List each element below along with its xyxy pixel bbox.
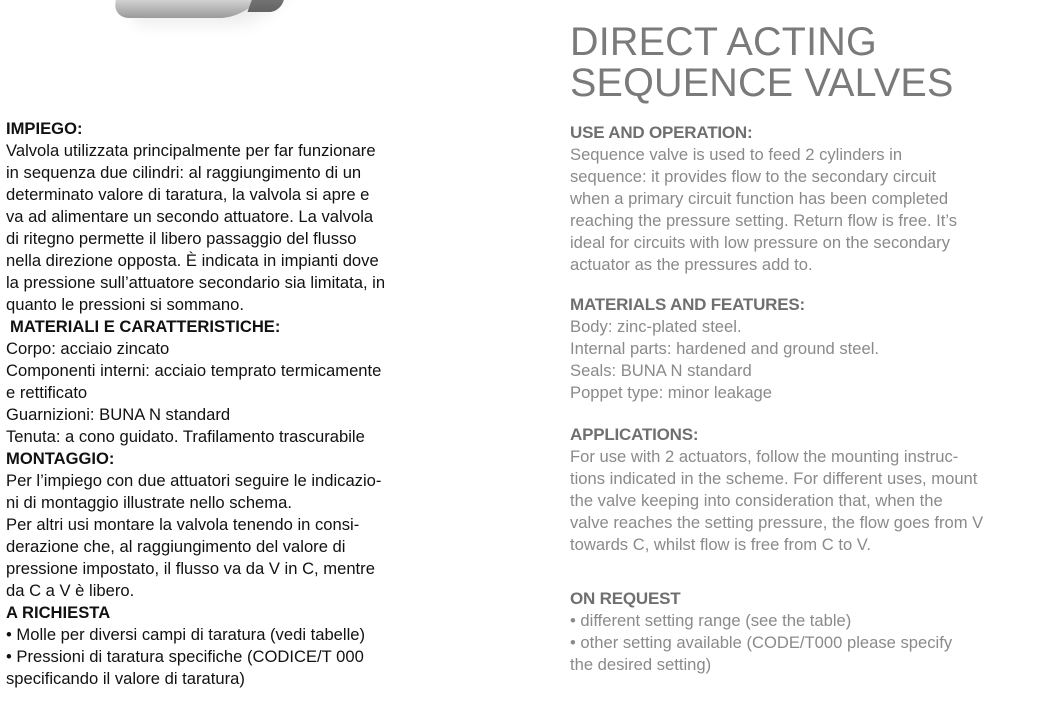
applications-line: the valve keeping into consideration that, when the: [570, 491, 943, 510]
impiego-heading: IMPIEGO:: [6, 119, 83, 138]
on-request-item: the desired setting): [570, 655, 712, 674]
materiali-line: Componenti interni: acciaio temprato termicamente: [6, 361, 382, 380]
materiali-text: [6, 338, 446, 448]
materials-line: Seals: BUNA N standard: [570, 361, 752, 380]
applications-line: For use with 2 actuators, follow the mounting instruc-: [570, 447, 959, 466]
use-operation-section: [570, 122, 1040, 276]
materiali-line: Corpo: acciaio zincato: [6, 339, 170, 358]
use-line: Sequence valve is used to feed 2 cylinders in: [570, 145, 903, 164]
impiego-line: la pressione sull’attuatore secondario sia limitata, in: [6, 273, 386, 292]
impiego-line: quanto le pressioni si sommano.: [6, 295, 244, 314]
applications-heading: APPLICATIONS:: [570, 425, 699, 444]
materiali-line: Tenuta: a cono guidato. Trafilamento trascurabile: [6, 427, 365, 446]
applications-line: valve reaches the setting pressure, the flow goes from V: [570, 513, 984, 532]
montaggio-line: Per altri usi montare la valvola tenendo in consi-: [6, 515, 360, 534]
valve-product-image: [109, 0, 276, 18]
title-line-1: DIRECT ACTING: [570, 20, 877, 64]
montaggio-line: da C a V è libero.: [6, 581, 135, 600]
richiesta-heading: A RICHIESTA: [6, 603, 111, 622]
materiali-line: Guarnizioni: BUNA N standard: [6, 405, 231, 424]
impiego-line: nella direzione opposta. È indicata in impianti dove: [6, 251, 379, 270]
on-request-list: [570, 610, 1040, 676]
use-line: actuator as the pressures add to.: [570, 255, 813, 274]
materials-line: Internal parts: hardened and ground steel.: [570, 339, 880, 358]
applications-line: tions indicated in the scheme. For different uses, mount: [570, 469, 978, 488]
montaggio-line: ni di montaggio illustrate nello schema.: [6, 493, 292, 512]
use-line: reaching the pressure setting. Return flow is free. It’s: [570, 211, 958, 230]
italian-column: [6, 118, 446, 690]
materials-features-section: [570, 294, 1040, 404]
use-operation-heading: USE AND OPERATION:: [570, 123, 753, 142]
impiego-line: determinato valore di taratura, la valvola si apre e: [6, 185, 370, 204]
materiali-line: e rettificato: [6, 383, 88, 402]
impiego-line: in sequenza due cilindri: al raggiungimento di un: [6, 163, 362, 182]
richiesta-list: [6, 624, 446, 690]
montaggio-line: pressione impostato, il flusso va da V in C, mentre: [6, 559, 375, 578]
impiego-text: [6, 140, 446, 316]
materials-features-heading: MATERIALS AND FEATURES:: [570, 295, 805, 314]
on-request-item: • different setting range (see the table): [570, 611, 852, 630]
applications-section: [570, 424, 1040, 556]
impiego-line: di ritegno permette il libero passaggio del flusso: [6, 229, 357, 248]
montaggio-heading: MONTAGGIO:: [6, 449, 115, 468]
on-request-item: • other setting available (CODE/T000 please specify: [570, 633, 953, 652]
impiego-line: Valvola utilizzata principalmente per far funzionare: [6, 141, 376, 160]
richiesta-item: specificando il valore di taratura): [6, 669, 245, 688]
richiesta-item: • Pressioni di taratura specifiche (CODICE/T 000: [6, 647, 364, 666]
on-request-heading: ON REQUEST: [570, 589, 681, 608]
use-line: sequence: it provides flow to the secondary circuit: [570, 167, 937, 186]
applications-line: towards C, whilst flow is free from C to V.: [570, 535, 871, 554]
on-request-section: [570, 588, 1040, 676]
title-line-2: SEQUENCE VALVES: [570, 61, 954, 105]
use-line: ideal for circuits with low pressure on the secondary: [570, 233, 950, 252]
page-title: [570, 22, 954, 104]
impiego-line: va ad alimentare un secondo attuatore. La valvola: [6, 207, 374, 226]
materials-line: Body: zinc-plated steel.: [570, 317, 742, 336]
materials-line: Poppet type: minor leakage: [570, 383, 773, 402]
use-line: when a primary circuit function has been completed: [570, 189, 949, 208]
montaggio-line: derazione che, al raggiungimento del valore di: [6, 537, 346, 556]
richiesta-item: • Molle per diversi campi di taratura (vedi tabelle): [6, 625, 366, 644]
materiali-heading: MATERIALI E CARATTERISTICHE:: [10, 317, 281, 336]
montaggio-line: Per l’impiego con due attuatori seguire le indicazio-: [6, 471, 382, 490]
montaggio-text: [6, 470, 446, 602]
